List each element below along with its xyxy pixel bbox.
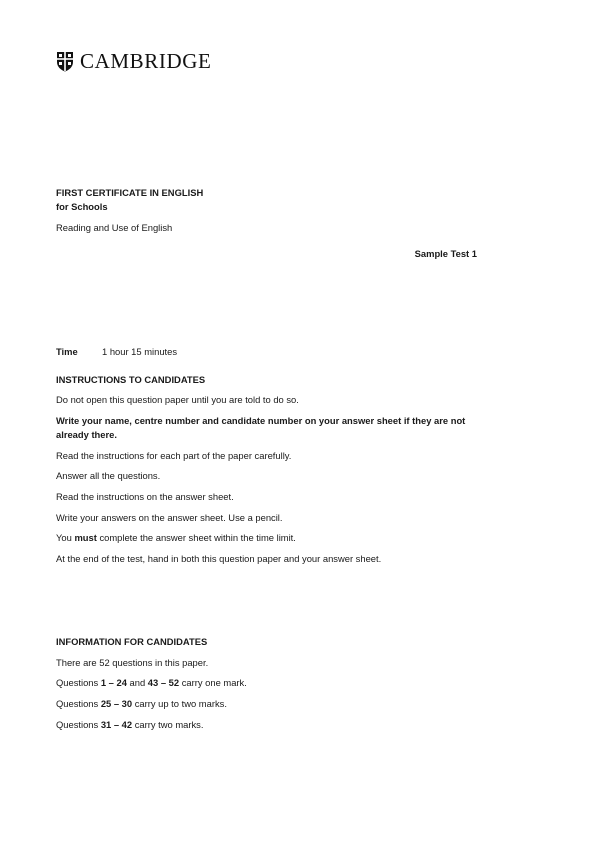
exam-subtitle: for Schools — [56, 201, 108, 212]
instruction-item: Do not open this question paper until you are told to do so. — [56, 394, 299, 405]
paper-name: Reading and Use of English — [56, 222, 173, 233]
information-item: There are 52 questions in this paper. — [56, 657, 209, 668]
text-span: complete the answer sheet within the time limit. — [96, 532, 296, 543]
time-label: Time — [56, 346, 78, 357]
text-span: and — [126, 677, 148, 688]
information-item — [56, 698, 227, 710]
bold-text-span: 24 — [116, 677, 127, 688]
bold-text-span: 52 — [168, 677, 180, 688]
instruction-item: Write your answers on the answer sheet. Use a pencil. — [56, 512, 283, 523]
information-item — [56, 719, 203, 731]
text-span: Questions — [56, 677, 101, 688]
bold-text-span: – — [106, 677, 117, 688]
text-span: Questions — [56, 719, 101, 730]
bold-text-span: 31 – 42 — [100, 719, 133, 730]
instruction-item: Read the instructions for each part of the paper carefully. — [56, 450, 292, 461]
time-value: 1 hour 15 minutes — [102, 346, 178, 357]
instructions-heading: INSTRUCTIONS TO CANDIDATES — [56, 374, 206, 385]
instruction-item — [56, 532, 296, 544]
information-item — [56, 677, 247, 689]
text-span: carry up to two marks. — [132, 698, 227, 709]
test-name: Sample Test 1 — [414, 248, 477, 259]
text-span: carry one mark. — [179, 677, 247, 688]
bold-text-span: – — [158, 677, 169, 688]
instruction-item: Write your name, centre number and candidate number on your answer sheet if they are not already there. — [56, 415, 466, 440]
exam-title: FIRST CERTIFICATE IN ENGLISH — [56, 187, 204, 198]
bold-text-span: 1 — [100, 677, 107, 688]
text-span: carry two marks. — [132, 719, 204, 730]
text-span: You — [56, 532, 75, 543]
information-heading: INFORMATION FOR CANDIDATES — [56, 636, 208, 647]
instruction-item: Read the instructions on the answer sheet. — [56, 491, 234, 502]
instruction-item: Answer all the questions. — [56, 470, 161, 481]
bold-text-span: 43 — [147, 677, 159, 688]
instruction-item: At the end of the test, hand in both this question paper and your answer sheet. — [56, 553, 382, 564]
cambridge-logo — [56, 50, 211, 72]
shield-crest-icon — [56, 51, 74, 72]
text-span: Questions — [56, 698, 101, 709]
bold-text-span: must — [74, 532, 97, 543]
logo-wordmark: CAMBRIDGE — [80, 49, 212, 73]
bold-text-span: 25 – 30 — [100, 698, 133, 709]
